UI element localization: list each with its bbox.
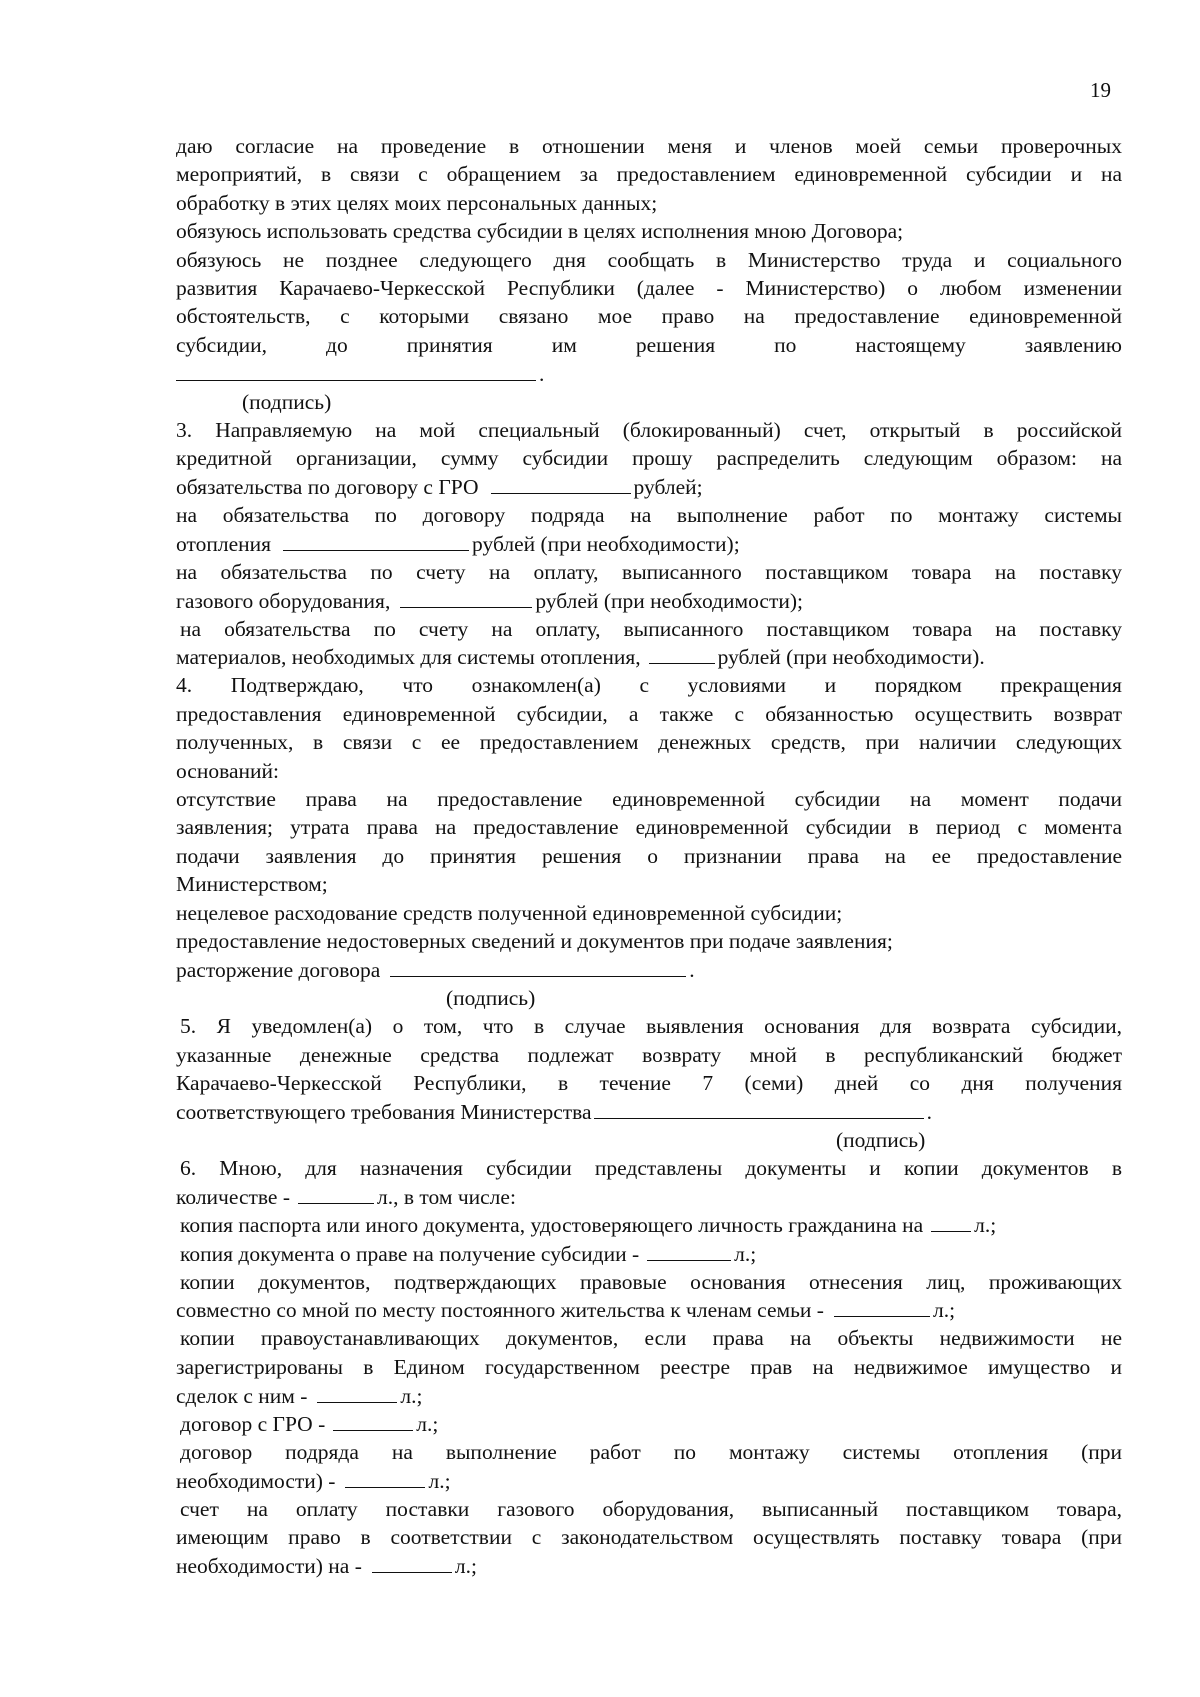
document-body xyxy=(176,132,1122,1580)
text: 5. Я уведомлен(а) о том, что в случае выявления основания для возврата субсидии, xyxy=(180,1014,1122,1039)
text: совместно со мной по месту постоянного жительства к членам семьи - xyxy=(176,1298,824,1323)
section6-line xyxy=(176,1296,1122,1324)
subsidy-right-pages-blank[interactable] xyxy=(647,1239,731,1260)
text: 3. Направляемую на мой специальный (блокированный) счет, открытый в российской xyxy=(176,417,1122,442)
word: субсидии, xyxy=(176,332,268,357)
signature-line: . xyxy=(176,359,1122,387)
text: зарегистрированы в Едином государственном реестре прав на недвижимое имущество и xyxy=(176,1354,1122,1379)
text: рублей (при необходимости). xyxy=(717,645,985,670)
text: копии документов, подтверждающих правовые основания отнесения лиц, проживающих xyxy=(180,1269,1122,1294)
word: настоящему xyxy=(855,332,966,357)
signature-label: (подпись) xyxy=(446,985,536,1010)
heating-contract-pages-blank[interactable] xyxy=(345,1466,425,1487)
text: обработку в этих целях моих персональных данных; xyxy=(176,190,658,215)
text: предоставления единовременной субсидии, а также с обязанностью осуществить возврат xyxy=(176,701,1122,726)
passport-pages-blank[interactable] xyxy=(931,1211,971,1232)
text: развития Карачаево-Черкесской Республики (далее - Министерство) о любом изменении xyxy=(176,275,1122,300)
signature-label-row xyxy=(176,984,1122,1012)
text: отсутствие права на предоставление единовременной субсидии на момент подачи xyxy=(176,786,1122,811)
text: соответствующего требования Министерства xyxy=(176,1099,592,1124)
section4-line xyxy=(176,927,1122,955)
section6-line xyxy=(176,1410,1122,1438)
text: материалов, необходимых для системы отопления, xyxy=(176,645,641,670)
consent-line xyxy=(176,274,1122,302)
text: имеющим право в соответствии с законодательством осуществлять поставку товара (при xyxy=(176,1525,1122,1550)
signature-label-row xyxy=(176,388,1122,416)
section6-line xyxy=(176,1324,1122,1352)
section4-justified-line xyxy=(176,671,1122,699)
section3-line xyxy=(176,586,1122,614)
section6-line xyxy=(176,1239,1122,1267)
word: условиями xyxy=(687,673,787,698)
word: Подтверждаю, xyxy=(230,673,364,698)
consent-line xyxy=(176,302,1122,330)
text: оснований: xyxy=(176,758,279,783)
word: решения xyxy=(635,332,716,357)
signature-label: (подпись) xyxy=(836,1127,926,1152)
signature-label-row xyxy=(176,1126,1122,1154)
word: до xyxy=(326,332,348,357)
text: счет на оплату поставки газового оборудования, выписанный поставщиком товара, xyxy=(180,1496,1122,1521)
page-number: 19 xyxy=(1090,78,1111,102)
section6-line xyxy=(176,1211,1122,1239)
text: л.; xyxy=(932,1298,956,1323)
text: полученных, в связи с ее предоставлением денежных средств, при наличии следующих xyxy=(176,730,1122,755)
consent-justified-line xyxy=(176,331,1122,359)
text: обстоятельств, с которыми связано мое право на предоставление единовременной xyxy=(176,304,1122,329)
section3-line xyxy=(176,501,1122,529)
text: л.; xyxy=(734,1241,757,1266)
signature-label: (подпись) xyxy=(242,389,332,414)
section4-line xyxy=(176,785,1122,813)
section6-line xyxy=(176,1495,1122,1523)
text: обязательства по договору с ГРО xyxy=(176,475,479,500)
section4-line xyxy=(176,842,1122,870)
consent-line xyxy=(176,160,1122,188)
section3-line xyxy=(176,615,1122,643)
text: необходимости) - xyxy=(176,1468,336,1493)
ministry-requirement-signature-blank[interactable] xyxy=(594,1097,924,1118)
text: 6. Мною, для назначения субсидии представлены документы и копии документов в xyxy=(180,1156,1122,1181)
section5-line xyxy=(176,1069,1122,1097)
text: договор подряда на выполнение работ по монтажу системы отопления (при xyxy=(180,1439,1122,1464)
signature-blank[interactable] xyxy=(176,359,536,380)
word: порядком xyxy=(874,673,962,698)
gro-amount-blank[interactable] xyxy=(491,473,631,494)
section4-line xyxy=(176,899,1122,927)
word: по xyxy=(774,332,797,357)
text: указанные денежные средства подлежат возврату мной в республиканский бюджет xyxy=(176,1042,1122,1067)
text: нецелевое расходование средств полученной единовременной субсидии; xyxy=(176,900,843,925)
text: на обязательства по договору подряда на выполнение работ по монтажу системы xyxy=(176,503,1122,528)
text: л.; xyxy=(428,1468,451,1493)
text: обязуюсь не позднее следующего дня сообщать в Министерство труда и социального xyxy=(176,247,1122,272)
section3-line xyxy=(176,529,1122,557)
text: количестве - xyxy=(176,1184,290,1209)
text: л., в том числе: xyxy=(377,1184,516,1209)
text: л.; xyxy=(454,1553,477,1578)
section6-line xyxy=(176,1552,1122,1580)
text: рублей; xyxy=(633,475,703,500)
text: отопления xyxy=(176,531,272,556)
word: им xyxy=(551,332,577,357)
word: принятия xyxy=(406,332,493,357)
text: договор с ГРО - xyxy=(180,1412,326,1436)
consent-line xyxy=(176,246,1122,274)
family-docs-pages-blank[interactable] xyxy=(834,1296,930,1317)
text: копии правоустанавливающих документов, если права на объекты недвижимости не xyxy=(180,1326,1122,1351)
word: ознакомлен(а) xyxy=(471,673,601,698)
section4-line xyxy=(176,757,1122,785)
property-docs-pages-blank[interactable] xyxy=(317,1381,397,1402)
text: копия документа о праве на получение субсидии - xyxy=(180,1241,640,1266)
section5-line xyxy=(176,1041,1122,1069)
text: необходимости) на - xyxy=(176,1553,362,1578)
section3-line xyxy=(176,643,1122,671)
section6-line xyxy=(176,1182,1122,1210)
text: сделок с ним - xyxy=(176,1383,308,1408)
word: что xyxy=(402,673,434,698)
text: предоставление недостоверных сведений и документов при подаче заявления; xyxy=(176,928,893,953)
section6-line xyxy=(176,1154,1122,1182)
section6-line xyxy=(176,1353,1122,1381)
text: кредитной организации, сумму субсидии прошу распределить следующим образом: на xyxy=(176,446,1122,471)
section6-line xyxy=(176,1268,1122,1296)
text: подачи заявления до принятия решения о признании права на ее предоставление xyxy=(176,843,1122,868)
section3-line xyxy=(176,558,1122,586)
text: копия паспорта или иного документа, удостоверяющего личность гражданина на xyxy=(180,1213,924,1238)
section4-line xyxy=(176,728,1122,756)
text: газового оборудования, xyxy=(176,588,391,613)
gas-equipment-amount-blank[interactable] xyxy=(400,586,532,607)
text: рублей (при необходимости); xyxy=(472,531,740,556)
contract-termination-signature-blank[interactable] xyxy=(390,955,686,976)
section5-line: соответствующего требования Министерства . xyxy=(176,1097,1122,1125)
section6-line xyxy=(176,1523,1122,1551)
text: л.; xyxy=(416,1412,439,1436)
text: Министерством; xyxy=(176,872,328,897)
word: 4. xyxy=(176,673,193,698)
text: мероприятий, в связи с обращением за предоставлением единовременной субсидии и на xyxy=(176,162,1122,187)
word: заявлению xyxy=(1024,332,1122,357)
text: обязуюсь использовать средства субсидии в целях исполнения мною Договора; xyxy=(176,219,904,244)
text: даю согласие на проведение в отношении меня и членов моей семьи проверочных xyxy=(176,134,1122,158)
section6-line xyxy=(176,1438,1122,1466)
section3-line xyxy=(176,444,1122,472)
consent-line xyxy=(176,132,1122,160)
total-pages-blank[interactable] xyxy=(298,1182,374,1203)
section4-line xyxy=(176,870,1122,898)
section4-line xyxy=(176,700,1122,728)
section6-line xyxy=(176,1381,1122,1409)
section3-line xyxy=(176,473,1122,501)
word: прекращения xyxy=(1000,673,1122,698)
text: рублей (при необходимости); xyxy=(535,588,804,613)
text: Карачаево-Черкесской Республики, в течение 7 (семи) дней со дня получения xyxy=(176,1070,1122,1095)
section6-line xyxy=(176,1466,1122,1494)
gro-contract-pages-blank[interactable] xyxy=(333,1410,413,1431)
text: расторжение договора xyxy=(176,957,381,982)
consent-line xyxy=(176,217,1122,245)
text: л.; xyxy=(400,1383,423,1408)
text: л.; xyxy=(974,1213,997,1238)
consent-line xyxy=(176,189,1122,217)
section3-line xyxy=(176,416,1122,444)
text: заявления; утрата права на предоставление единовременной субсидии в период с момента xyxy=(176,815,1122,840)
text: на обязательства по счету на оплату, выписанного поставщиком товара на поставку xyxy=(176,559,1122,584)
text: на обязательства по счету на оплату, выписанного поставщиком товара на поставку xyxy=(180,616,1122,641)
gas-invoice-pages-blank[interactable] xyxy=(372,1552,452,1573)
word: с xyxy=(639,673,649,698)
heating-amount-blank[interactable] xyxy=(283,529,469,550)
section4-line xyxy=(176,813,1122,841)
word: и xyxy=(824,673,837,698)
materials-amount-blank[interactable] xyxy=(649,643,715,664)
section4-line: расторжение договора . xyxy=(176,955,1122,983)
section5-line xyxy=(176,1012,1122,1040)
